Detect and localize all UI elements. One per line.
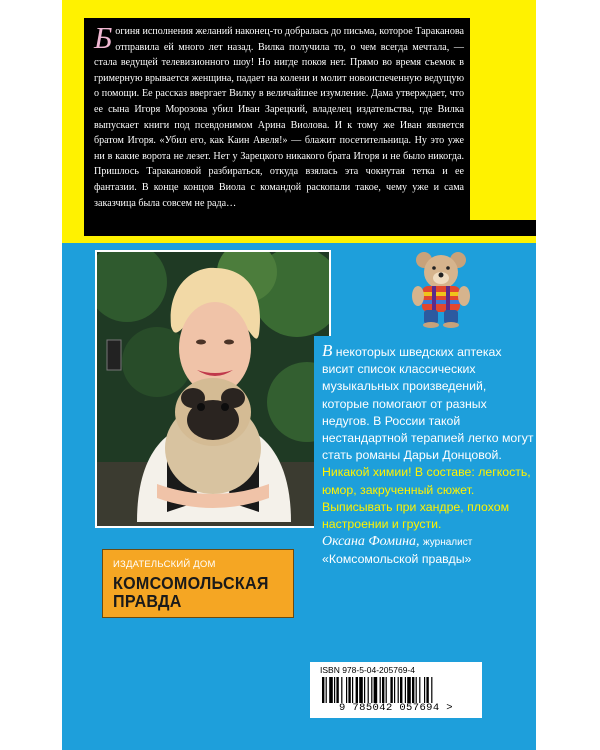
- barcode-bar: [326, 677, 327, 703]
- barcode-bar: [352, 677, 353, 703]
- quote-text: [322, 342, 536, 569]
- barcode-bar: [426, 677, 428, 703]
- barcode-bar: [424, 677, 425, 703]
- barcode-bars: [322, 677, 470, 703]
- teddy-bear-illustration: [406, 250, 476, 328]
- quote-author-role: журналист: [422, 537, 473, 549]
- barcode-digits: 9 785042 057694 >: [339, 702, 453, 714]
- barcode-bar: [341, 677, 342, 703]
- quote-highlight: Никакой химии! В составе: легкость, юмор, закрученный сюжет. Выписывать при хандре, плохом настроении и грусти.: [322, 465, 531, 532]
- quote-body: некоторых шведских аптеках висит список классических музыкальных произведений, которые помогают от разных недугов. В России такой нестандартной терапией легко могут стать романы Дарьи Донцовой.: [322, 345, 534, 463]
- book-back-cover: [62, 0, 536, 750]
- barcode-bar: [336, 677, 338, 703]
- barcode-bar: [405, 677, 406, 703]
- barcode-bar: [398, 677, 399, 703]
- barcode-bar: [348, 677, 350, 703]
- isbn-number: ISBN 978-5-04-205769-4: [320, 665, 415, 675]
- barcode-bar: [380, 677, 381, 703]
- blurb-panel-step: [84, 220, 536, 236]
- barcode-bar: [371, 677, 372, 703]
- barcode-bar: [394, 677, 395, 703]
- barcode-bar: [368, 677, 369, 703]
- barcode-bar: [334, 677, 335, 703]
- barcode-bar: [374, 677, 378, 703]
- barcode-bar: [364, 677, 365, 703]
- barcode-bar: [359, 677, 363, 703]
- blurb-dropcap: Б: [94, 20, 113, 55]
- barcode-bar: [431, 677, 432, 703]
- barcode-bar: [382, 677, 384, 703]
- barcode-bar: [390, 677, 392, 703]
- barcode-bar: [356, 677, 358, 703]
- publisher-name-line1: КОМСОМОЛЬСКАЯ: [113, 573, 269, 593]
- author-photo: [95, 250, 331, 528]
- barcode-bar: [400, 677, 402, 703]
- barcode-bar: [419, 677, 420, 703]
- barcode-bar: [386, 677, 387, 703]
- barcode-bar: [329, 677, 333, 703]
- barcode-bar: [407, 677, 411, 703]
- barcode-bar: [416, 677, 417, 703]
- publisher-logo: [102, 549, 294, 618]
- publisher-top-line: ИЗДАТЕЛЬСКИЙ ДОМ: [113, 559, 216, 570]
- blurb-body: огиня исполнения желаний наконец-то добралась до письма, которое Тараканова отправила ей много лет назад. Вилка получила то, о чем всегда мечтала, — стала ведущей телевизионного шоу! Но нигде покоя нет. Прямо во время съемок в гримерную врывается женщина, падает на колени и молит новоиспеченную ведущую о помощи. Ее рассказ ввергает Вилку в величайшее изумление. Дама утверждает, что ее сына Игоря Морозова убил Иван Зарецкий, владелец издательства, где Вилка выпускает книги под псевдонимом Арина Виолова. И к тому же Иван является братом Игоря. «Убил его, как Каин Авеля!» — блажит посетительница. Ну это уже ни в какие ворота не лезет. Нет у Зарецкого никакого брата Игоря и не было никогда. Пришлось Таракановой разбираться, откуда взялась эта чокнутая тетка и ее фантазии. В конце концов Виола с командой раскопали такое, чему уже и сама заказчица была совсем не рада…: [94, 26, 464, 209]
- barcode-bar: [322, 677, 324, 703]
- publisher-name-line2: ПРАВДА: [113, 591, 182, 611]
- review-quote: [314, 336, 536, 626]
- isbn-barcode: [310, 662, 482, 718]
- quote-author-outlet: «Комсомольской правды»: [322, 552, 472, 567]
- barcode-bar: [412, 677, 414, 703]
- quote-author-name: Оксана Фомина,: [322, 534, 420, 550]
- barcode-bar: [346, 677, 347, 703]
- blurb-text: [94, 20, 464, 211]
- quote-dropcap: В: [322, 341, 333, 360]
